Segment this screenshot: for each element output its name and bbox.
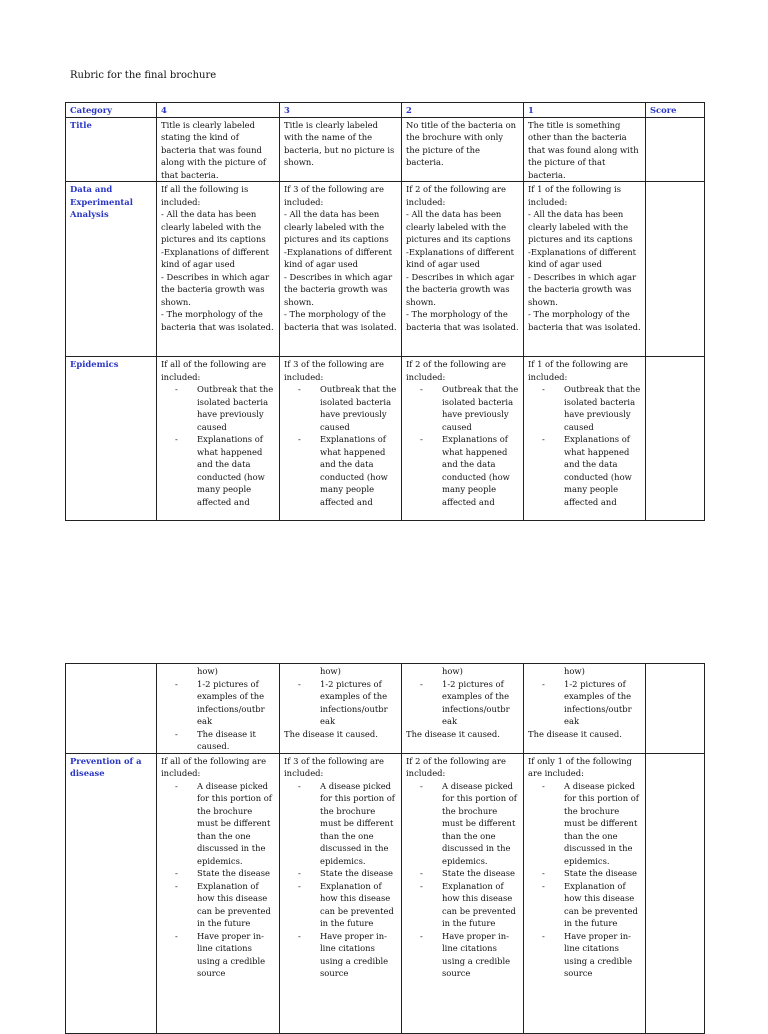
prevention-item-citations: - Have proper in-line citations using a credible source <box>298 930 397 980</box>
prevention-item-different-disease: - A disease picked for this portion of the brochure must be different than the one discussed in the epidemics. <box>542 780 641 868</box>
cell-prevention-4 <box>157 753 280 1033</box>
epidemics-item-outbreak: - Outbreak that the isolated bacteria have previously caused <box>175 383 275 433</box>
epidemics-continuation: how) <box>564 666 585 676</box>
cell-title-score <box>646 117 705 182</box>
prevention-item-different-disease: - A disease picked for this portion of the brochure must be different than the one discussed in the epidemics. <box>175 780 275 868</box>
cell-title-2: No title of the bacteria on the brochure with only the picture of the bacteria. <box>402 117 524 182</box>
category-title: Title <box>66 117 157 182</box>
rubric-table-page-2 <box>65 663 705 1034</box>
prevention-item-explanation: - Explanation of how this disease can be prevented in the future <box>420 880 519 930</box>
prevention-intro: If all of the following are included: <box>161 755 267 778</box>
epidemics-item-explanations: - Explanations of what happened and the data conducted (how many people affected and <box>420 433 519 508</box>
cell-title-4: Title is clearly labeled stating the kind of bacteria that was found along with the picture of that bacteria. <box>157 117 280 182</box>
row-epidemics <box>66 357 705 521</box>
data-item-1: - All the data has been clearly labeled with the pictures and its captions <box>528 209 633 244</box>
epidemics-intro: If 2 of the following are included: <box>406 359 507 382</box>
epidemics-continuation: how) <box>320 666 341 676</box>
prevention-item-explanation: - Explanation of how this disease can be prevented in the future <box>298 880 397 930</box>
cell-title-3: Title is clearly labeled with the name of the bacteria, but no picture is shown. <box>280 117 402 182</box>
cell-prevention-1 <box>524 753 646 1033</box>
cell-epidemics-2 <box>402 357 524 521</box>
cell-data-score <box>646 182 705 357</box>
data-item-3: - Describes in which agar the bacteria growth was shown. <box>406 271 515 307</box>
data-intro: If 3 of the following are included: <box>284 184 385 207</box>
epidemics-intro: If 1 of the following are included: <box>528 359 629 382</box>
prevention-item-different-disease: - A disease picked for this portion of the brochure must be different than the one discussed in the epidemics. <box>298 780 397 868</box>
data-item-4: - The morphology of the bacteria that was isolated. <box>284 309 397 332</box>
category-prevention: Prevention of a disease <box>66 753 157 1033</box>
header-score-4: 4 <box>157 103 280 118</box>
data-item-1: - All the data has been clearly labeled with the pictures and its captions <box>284 209 389 244</box>
prevention-item-citations: - Have proper in-line citations using a credible source <box>175 930 275 980</box>
cell-prevention-3 <box>280 753 402 1033</box>
prevention-item-different-disease: - A disease picked for this portion of the brochure must be different than the one discussed in the epidemics. <box>420 780 519 868</box>
header-row <box>66 103 705 118</box>
data-intro: If 1 of the following is included: <box>528 184 622 207</box>
epidemics-item-disease: - The disease it caused. <box>175 728 275 753</box>
epidemics-intro: If 3 of the following are included: <box>284 359 385 382</box>
cell-epidemics-3 <box>280 357 402 521</box>
cell-data-1 <box>524 182 646 357</box>
cell-epidemics-4 <box>157 357 280 521</box>
prevention-item-state-disease: - State the disease <box>542 867 641 880</box>
epidemics-item-pictures: - 1-2 pictures of examples of the infections/outbr eak <box>298 678 397 728</box>
epidemics-item-outbreak: - Outbreak that the isolated bacteria have previously caused <box>542 383 641 433</box>
data-item-3: - Describes in which agar the bacteria growth was shown. <box>528 271 637 307</box>
prevention-item-state-disease: - State the disease <box>298 867 397 880</box>
prevention-item-state-disease: - State the disease <box>420 867 519 880</box>
header-score-3: 3 <box>280 103 402 118</box>
data-item-3: - Describes in which agar the bacteria growth was shown. <box>161 271 270 307</box>
data-item-2: -Explanations of different kind of agar used <box>406 246 514 269</box>
header-score-1: 1 <box>524 103 646 118</box>
cell-epidemics-score <box>646 357 705 521</box>
cell-data-3 <box>280 182 402 357</box>
cell-epidemics-cont-score <box>646 664 705 754</box>
epidemics-item-outbreak: - Outbreak that the isolated bacteria have previously caused <box>420 383 519 433</box>
epidemics-item-explanations: - Explanations of what happened and the data conducted (how many people affected and <box>542 433 641 508</box>
cell-data-2 <box>402 182 524 357</box>
data-item-4: - The morphology of the bacteria that was isolated. <box>528 309 641 332</box>
epidemics-item-explanations: - Explanations of what happened and the data conducted (how many people affected and <box>298 433 397 508</box>
prevention-intro: If only 1 of the following are included: <box>528 755 632 778</box>
data-item-4: - The morphology of the bacteria that was isolated. <box>406 309 519 332</box>
data-item-2: -Explanations of different kind of agar used <box>284 246 392 269</box>
prevention-item-explanation: - Explanation of how this disease can be prevented in the future <box>542 880 641 930</box>
epidemics-item-pictures: - 1-2 pictures of examples of the infections/outbr eak <box>175 678 275 728</box>
prevention-intro: If 2 of the following are included: <box>406 755 507 778</box>
header-category: Category <box>66 103 157 118</box>
epidemics-item-outbreak: - Outbreak that the isolated bacteria have previously caused <box>298 383 397 433</box>
category-data-analysis: Data and Experimental Analysis <box>66 182 157 357</box>
header-score: Score <box>646 103 705 118</box>
page-title: Rubric for the final brochure <box>70 70 217 81</box>
cell-prevention-2 <box>402 753 524 1033</box>
prevention-item-citations: - Have proper in-line citations using a credible source <box>542 930 641 980</box>
prevention-item-explanation: - Explanation of how this disease can be prevented in the future <box>175 880 275 930</box>
cell-prevention-score <box>646 753 705 1033</box>
cell-epidemics-cont-4 <box>157 664 280 754</box>
data-item-2: -Explanations of different kind of agar used <box>161 246 269 269</box>
data-item-3: - Describes in which agar the bacteria growth was shown. <box>284 271 393 307</box>
header-score-2: 2 <box>402 103 524 118</box>
epidemics-item-pictures: - 1-2 pictures of examples of the infections/outbr eak <box>542 678 641 728</box>
row-title <box>66 117 705 182</box>
prevention-item-state-disease: - State the disease <box>175 867 275 880</box>
cell-epidemics-1 <box>524 357 646 521</box>
prevention-item-citations: - Have proper in-line citations using a credible source <box>420 930 519 980</box>
row-epidemics-continued <box>66 664 705 754</box>
epidemics-item-disease: The disease it caused. <box>406 728 500 739</box>
category-epidemics-continued <box>66 664 157 754</box>
row-prevention <box>66 753 705 1033</box>
category-epidemics: Epidemics <box>66 357 157 521</box>
epidemics-item-disease: The disease it caused. <box>528 728 622 739</box>
cell-data-4 <box>157 182 280 357</box>
cell-title-1: The title is something other than the bacteria that was found along with the picture of that bacteria. <box>524 117 646 182</box>
epidemics-item-pictures: - 1-2 pictures of examples of the infections/outbr eak <box>420 678 519 728</box>
cell-epidemics-cont-1 <box>524 664 646 754</box>
epidemics-item-disease: The disease it caused. <box>284 728 378 739</box>
data-intro: If 2 of the following are included: <box>406 184 507 207</box>
data-item-4: - The morphology of the bacteria that was isolated. <box>161 309 274 332</box>
data-intro: If all the following is included: <box>161 184 249 207</box>
epidemics-intro: If all of the following are included: <box>161 359 267 382</box>
prevention-intro: If 3 of the following are included: <box>284 755 385 778</box>
cell-epidemics-cont-3 <box>280 664 402 754</box>
data-item-2: -Explanations of different kind of agar used <box>528 246 636 269</box>
row-data-analysis <box>66 182 705 357</box>
epidemics-continuation: how) <box>442 666 463 676</box>
data-item-1: - All the data has been clearly labeled with the pictures and its captions <box>406 209 511 244</box>
epidemics-continuation: how) <box>197 666 218 676</box>
cell-epidemics-cont-2 <box>402 664 524 754</box>
rubric-table-page-1 <box>65 102 705 521</box>
epidemics-item-explanations: - Explanations of what happened and the data conducted (how many people affected and <box>175 433 275 508</box>
data-item-1: - All the data has been clearly labeled with the pictures and its captions <box>161 209 266 244</box>
